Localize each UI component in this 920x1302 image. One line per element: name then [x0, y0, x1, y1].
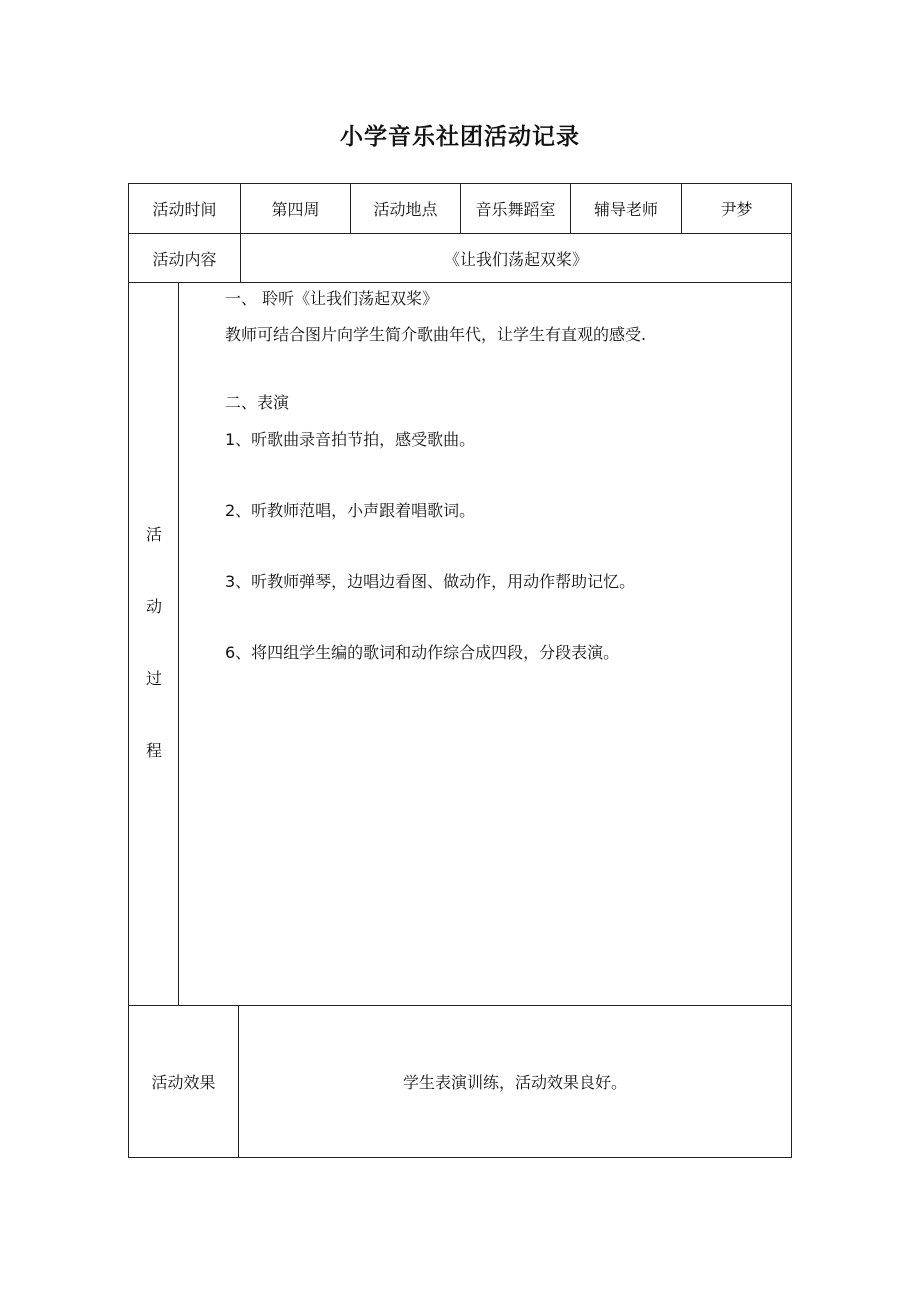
process-line: 2、听教师范唱，小声跟着唱歌词。	[225, 501, 476, 520]
place-value: 音乐舞蹈室	[475, 200, 556, 219]
process-label-char: 动	[145, 597, 162, 616]
time-label: 活动时间	[152, 200, 217, 219]
content-value: 《让我们荡起双桨》	[443, 249, 588, 269]
process-line: 6、将四组学生编的歌词和动作综合成四段，分段表演。	[225, 643, 620, 662]
process-line: 二、表演	[225, 393, 290, 412]
teacher-value: 尹梦	[720, 200, 753, 219]
place-label: 活动地点	[373, 200, 438, 219]
effect-value: 学生表演训练，活动效果良好。	[402, 1073, 627, 1092]
process-label-char: 活	[145, 525, 162, 544]
content-label: 活动内容	[152, 249, 217, 269]
process-label-char: 程	[145, 741, 162, 760]
effect-label: 活动效果	[151, 1073, 216, 1092]
process-line: 教师可结合图片向学生简介歌曲年代，让学生有直观的感受.	[225, 325, 647, 344]
process-line: 3、听教师弹琴，边唱边看图、做动作，用动作帮助记忆。	[225, 572, 636, 591]
time-value: 第四周	[271, 200, 320, 219]
process-label-char: 过	[145, 669, 162, 688]
teacher-label: 辅导老师	[593, 200, 658, 219]
process-line: 一、 聆听《让我们荡起双桨》	[225, 289, 439, 308]
process-label	[130, 520, 178, 808]
document-title: 小学音乐社团活动记录	[340, 124, 580, 150]
process-line: 1、听歌曲录音拍节拍，感受歌曲。	[225, 430, 476, 449]
